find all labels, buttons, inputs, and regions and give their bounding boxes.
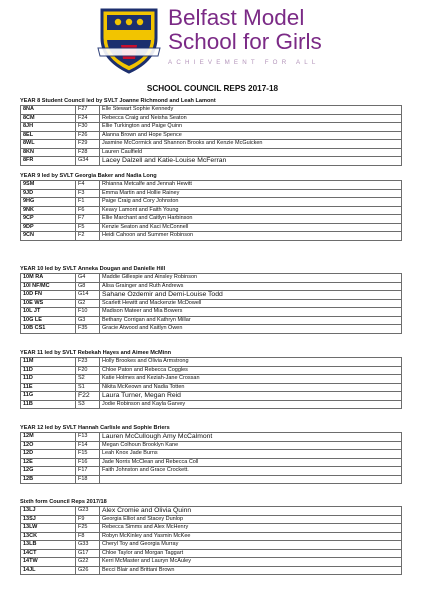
room-cell: F28: [76, 148, 100, 157]
section-year-12: [20, 424, 402, 484]
reps-cell: Gracie Atwood and Kaitlyn Owen: [100, 325, 402, 334]
room-cell: F2: [76, 232, 100, 241]
school-motto: ACHIEVEMENT FOR ALL: [168, 59, 320, 66]
table-row: [21, 450, 402, 459]
table-row: [21, 282, 402, 291]
room-cell: G34: [76, 157, 100, 166]
table-row: [21, 299, 402, 308]
room-cell: G17: [76, 549, 100, 558]
table-row: [21, 114, 402, 123]
form-cell: 13LJ: [21, 507, 76, 516]
reps-table: [20, 506, 402, 575]
form-cell: 12D: [21, 450, 76, 459]
room-cell: G33: [76, 541, 100, 550]
school-name: [168, 6, 322, 66]
table-row: [21, 392, 402, 401]
table-row: [21, 400, 402, 409]
reps-cell: Ellie Turkington and Paige Quinn: [100, 123, 402, 132]
reps-table: [20, 357, 402, 409]
table-row: [21, 148, 402, 157]
reps-cell: Rebecca Simms and Alex McHenry: [100, 524, 402, 533]
room-cell: S3: [76, 400, 100, 409]
room-cell: F20: [76, 366, 100, 375]
form-cell: 12E: [21, 458, 76, 467]
room-cell: F4: [76, 181, 100, 190]
form-cell: 9CN: [21, 232, 76, 241]
form-cell: 9CP: [21, 215, 76, 224]
table-row: [21, 358, 402, 367]
section-title: YEAR 9 led by SVLT Georgia Baker and Nadia Long: [20, 173, 157, 179]
reps-table: [20, 432, 402, 484]
form-cell: 8EL: [21, 131, 76, 140]
room-cell: G14: [76, 291, 100, 300]
table-row: [21, 566, 402, 575]
table-row: [21, 458, 402, 467]
form-cell: 13SJ: [21, 515, 76, 524]
room-cell: F3: [76, 189, 100, 198]
page-header: [0, 0, 425, 80]
form-cell: 8JH: [21, 123, 76, 132]
room-cell: F10: [76, 308, 100, 317]
form-cell: 10G LE: [21, 316, 76, 325]
form-cell: 9JD: [21, 189, 76, 198]
table-row: [21, 215, 402, 224]
form-cell: 8KN: [21, 148, 76, 157]
form-cell: 10M RA: [21, 274, 76, 283]
room-cell: G2: [76, 299, 100, 308]
room-cell: F9: [76, 515, 100, 524]
room-cell: F5: [76, 223, 100, 232]
room-cell: F26: [76, 131, 100, 140]
form-cell: 14CT: [21, 549, 76, 558]
table-row: [21, 467, 402, 476]
form-cell: 14TW: [21, 558, 76, 567]
reps-cell: Holly Brookes and Olivia Armstrong: [100, 358, 402, 367]
table-row: [21, 223, 402, 232]
room-cell: G22: [76, 558, 100, 567]
reps-table: [20, 273, 402, 334]
table-row: [21, 515, 402, 524]
table-row: [21, 123, 402, 132]
reps-cell: Leah Knox Jade Burns: [100, 450, 402, 459]
room-cell: F7: [76, 215, 100, 224]
room-cell: G4: [76, 274, 100, 283]
room-cell: F14: [76, 441, 100, 450]
room-cell: G23: [76, 507, 100, 516]
room-cell: F16: [76, 458, 100, 467]
reps-cell: Lacey Dalzell and Katie-Louise McFerran: [100, 157, 402, 166]
table-row: [21, 549, 402, 558]
reps-cell: Kerri McMaster and Lauryn McAuley: [100, 558, 402, 567]
form-cell: 8NA: [21, 106, 76, 115]
reps-cell: Nikita McKeown and Nadia Totten: [100, 383, 402, 392]
table-row: [21, 106, 402, 115]
form-cell: 12O: [21, 441, 76, 450]
reps-cell: Kenzie Seaton and Kaci McConnell: [100, 223, 402, 232]
section-year-10: [20, 265, 402, 334]
reps-cell: Ellie Marchant and Caitlyn Harbinson: [100, 215, 402, 224]
form-cell: 12G: [21, 467, 76, 476]
form-cell: 11M: [21, 358, 76, 367]
reps-cell: Lauren McCullough Amy McCalmont: [100, 433, 402, 442]
reps-cell: Madison Mateer and Mia Bowers: [100, 308, 402, 317]
form-cell: 10B CS1: [21, 325, 76, 334]
reps-cell: Lauren Caulfield: [100, 148, 402, 157]
form-cell: 8FR: [21, 157, 76, 166]
section-year-9: [20, 172, 402, 241]
form-cell: 11D: [21, 366, 76, 375]
room-cell: G8: [76, 282, 100, 291]
section-year-8: [20, 97, 402, 166]
section-title: Sixth form Council Reps 2017/18: [20, 499, 107, 505]
room-cell: F23: [76, 358, 100, 367]
reps-cell: Jodie Robinson and Kayla Garvey: [100, 400, 402, 409]
table-row: [21, 532, 402, 541]
form-cell: 9HG: [21, 198, 76, 207]
form-cell: 9DP: [21, 223, 76, 232]
table-row: [21, 541, 402, 550]
reps-cell: Bethany Corrigan and Kathryn Millar: [100, 316, 402, 325]
reps-cell: Scarlett Hewitt and Mackenzie McDowell: [100, 299, 402, 308]
room-cell: F22: [76, 392, 100, 401]
form-cell: 9SM: [21, 181, 76, 190]
form-cell: 11D: [21, 375, 76, 384]
form-cell: 11E: [21, 383, 76, 392]
reps-cell: Maddie Gillespie and Ainsley Robinson: [100, 274, 402, 283]
section-title: YEAR 10 led by SVLT Anneka Dougan and Danielle Hill: [20, 266, 166, 272]
table-row: [21, 189, 402, 198]
form-cell: 14JL: [21, 566, 76, 575]
table-row: [21, 181, 402, 190]
reps-cell: [100, 475, 402, 484]
form-cell: 8WL: [21, 140, 76, 149]
table-row: [21, 475, 402, 484]
school-name-line2: School for Girls: [168, 29, 322, 54]
reps-table: [20, 105, 402, 166]
room-cell: F13: [76, 433, 100, 442]
room-cell: F6: [76, 206, 100, 215]
table-row: [21, 383, 402, 392]
section-title: YEAR 11 led by SVLT Rebekah Hayes and Aimee McMinn: [20, 350, 172, 356]
reps-cell: Sahane Ozdemir and Demi-Louise Todd: [100, 291, 402, 300]
table-row: [21, 291, 402, 300]
reps-cell: Katie Holmes and Keziah-Jane Crossan: [100, 375, 402, 384]
table-row: [21, 232, 402, 241]
reps-cell: Jasmine McCormick and Shannon Brooks and Kenzie McGuicken: [100, 140, 402, 149]
reps-cell: Laura Turner, Megan Reid: [100, 392, 402, 401]
table-row: [21, 308, 402, 317]
section-title: YEAR 8 Student Council led by SVLT Joanne Richmond and Leah Lamont: [20, 98, 216, 104]
reps-cell: Rhianna Metcalfe and Jennah Hewitt: [100, 181, 402, 190]
reps-cell: Faith Johnston and Grace Crockett.: [100, 467, 402, 476]
form-cell: 10E WS: [21, 299, 76, 308]
form-cell: 12M: [21, 433, 76, 442]
room-cell: G26: [76, 566, 100, 575]
room-cell: F18: [76, 475, 100, 484]
table-row: [21, 441, 402, 450]
form-cell: 12B: [21, 475, 76, 484]
room-cell: S2: [76, 375, 100, 384]
school-name-line1: Belfast Model: [168, 5, 305, 30]
table-row: [21, 140, 402, 149]
form-cell: 9NK: [21, 206, 76, 215]
room-cell: F24: [76, 114, 100, 123]
room-cell: F29: [76, 140, 100, 149]
room-cell: F30: [76, 123, 100, 132]
form-cell: 13CK: [21, 532, 76, 541]
room-cell: F8: [76, 532, 100, 541]
reps-cell: Georgia Elliot and Stacey Dunlop: [100, 515, 402, 524]
reps-cell: Alisa Grainger and Ruth Andrews: [100, 282, 402, 291]
form-cell: 11B: [21, 400, 76, 409]
table-row: [21, 433, 402, 442]
reps-cell: Alex Cromie and Olivia Quinn: [100, 507, 402, 516]
table-row: [21, 507, 402, 516]
reps-cell: Emma Martin and Hollie Rainey: [100, 189, 402, 198]
form-cell: 13LB: [21, 541, 76, 550]
table-row: [21, 524, 402, 533]
reps-cell: Becci Blair and Brittani Brown: [100, 566, 402, 575]
room-cell: F25: [76, 524, 100, 533]
reps-cell: Elle Stewart Sophie Kennedy: [100, 106, 402, 115]
reps-cell: Cheryl Toy and Georgia Murray: [100, 541, 402, 550]
section-year-11: [20, 349, 402, 409]
reps-cell: Jade Norris McClean and Rebecca Coll: [100, 458, 402, 467]
document-title: SCHOOL COUNCIL REPS 2017-18: [146, 84, 279, 93]
reps-cell: Paige Craig and Cory Johnston: [100, 198, 402, 207]
reps-cell: Robyn McKinley and Yasmin McKee: [100, 532, 402, 541]
reps-cell: Keavy Lamont and Faith Young: [100, 206, 402, 215]
table-row: [21, 316, 402, 325]
reps-cell: Chloe Paton and Rebecca Coggles: [100, 366, 402, 375]
room-cell: G3: [76, 316, 100, 325]
reps-cell: Alanna Brown and Hope Spence: [100, 131, 402, 140]
table-row: [21, 131, 402, 140]
table-row: [21, 366, 402, 375]
table-row: [21, 558, 402, 567]
form-cell: 11G: [21, 392, 76, 401]
section-title: YEAR 12 led by SVLT Hannah Carlisle and Sophie Briers: [20, 425, 170, 431]
reps-cell: Chloe Taylor and Morgan Taggart: [100, 549, 402, 558]
form-cell: 10D FN: [21, 291, 76, 300]
table-row: [21, 375, 402, 384]
school-crest-logo: [96, 4, 162, 74]
section-sixth-form: [20, 498, 402, 575]
reps-cell: Rebecca Craig and Neisha Seaton: [100, 114, 402, 123]
table-row: [21, 206, 402, 215]
room-cell: F1: [76, 198, 100, 207]
reps-table: [20, 180, 402, 241]
room-cell: F17: [76, 467, 100, 476]
reps-cell: Heidi Cahoon and Summer Robinson: [100, 232, 402, 241]
table-row: [21, 157, 402, 166]
form-cell: 8CM: [21, 114, 76, 123]
form-cell: 10I NF/MC: [21, 282, 76, 291]
room-cell: S1: [76, 383, 100, 392]
room-cell: F27: [76, 106, 100, 115]
form-cell: 10L JT: [21, 308, 76, 317]
form-cell: 13LW: [21, 524, 76, 533]
table-row: [21, 325, 402, 334]
table-row: [21, 274, 402, 283]
reps-cell: Megan Colhoun Brooklyn Kane: [100, 441, 402, 450]
room-cell: F35: [76, 325, 100, 334]
room-cell: F15: [76, 450, 100, 459]
table-row: [21, 198, 402, 207]
